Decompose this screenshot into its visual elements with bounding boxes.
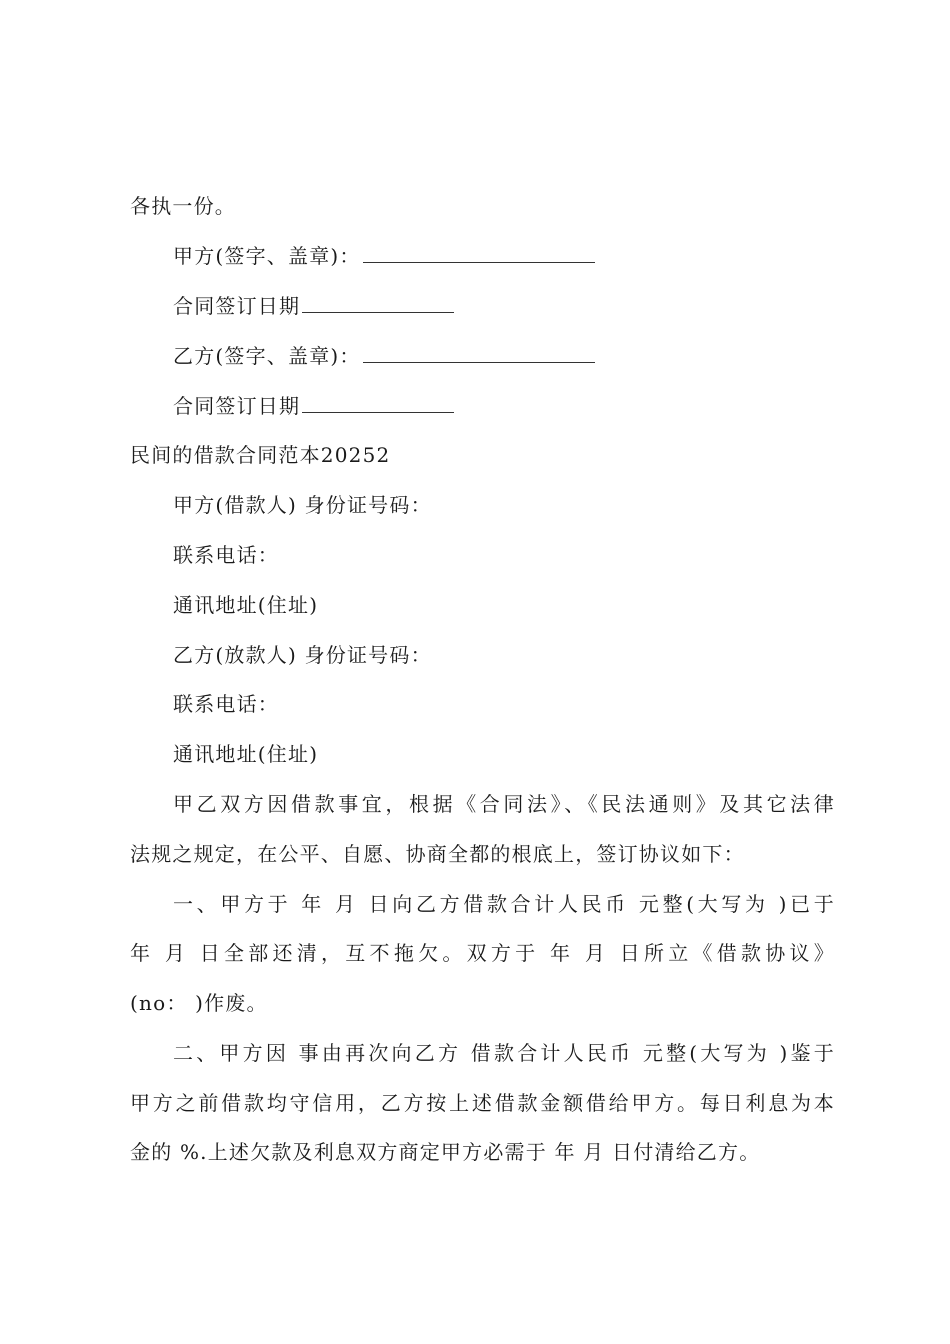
line-text: (no： )作废。 [130, 991, 268, 1015]
clause-1-line-3 [130, 989, 835, 1017]
line-text: 合同签订日期 [173, 394, 301, 418]
line-text: 乙方(签字、盖章)： [173, 344, 361, 368]
line-text: 乙方(放款人) 身份证号码： [173, 643, 432, 667]
line-text: 二、甲方因 事由再次向乙方 借款合计人民币 元整(大写为 )鉴于 [173, 1041, 835, 1065]
line-text: 各执一份。 [130, 194, 236, 218]
signature-blank [363, 242, 595, 263]
clause-2-line-3 [130, 1138, 835, 1166]
line-text: 通讯地址(住址) [173, 742, 319, 766]
line-text: 联系电话： [173, 692, 279, 716]
line-text: 通讯地址(住址) [173, 593, 319, 617]
preamble-line-2 [130, 840, 835, 868]
clause-2-line-2 [130, 1089, 835, 1117]
line-text: 甲方(借款人) 身份证号码： [173, 493, 432, 517]
clause-1-line-2 [130, 939, 835, 967]
party-b-id-line [173, 641, 835, 669]
line-text: 民间的借款合同范本20252 [130, 443, 391, 467]
line-text: 联系电话： [173, 543, 279, 567]
date-blank [302, 292, 454, 313]
line-text: 法规之规定，在公平、自愿、协商全都的根底上，签订协议如下： [130, 842, 745, 866]
date-blank [302, 392, 454, 413]
section-title [130, 441, 835, 469]
signing-date-line-a [173, 292, 835, 320]
signature-line-party-b [173, 342, 835, 370]
text-line-closing [130, 192, 835, 220]
signing-date-line-b [173, 392, 835, 420]
signature-line-party-a [173, 242, 835, 270]
party-b-address-line [173, 740, 835, 768]
party-b-phone-line [173, 690, 835, 718]
line-text: 甲乙双方因借款事宜，根据《合同法》、《民法通则》及其它法律 [173, 792, 835, 816]
line-text: 年 月 日全部还清，互不拖欠。双方于 年 月 日所立《借款协议》 [130, 941, 835, 965]
clause-2-line-1 [173, 1039, 835, 1067]
line-text: 金的 %.上述欠款及利息双方商定甲方必需于 年 月 日付清给乙方。 [130, 1140, 761, 1164]
clause-1-line-1 [173, 890, 835, 918]
party-a-address-line [173, 591, 835, 619]
party-a-id-line [173, 491, 835, 519]
preamble-line-1 [173, 790, 835, 818]
line-text: 甲方(签字、盖章)： [173, 244, 361, 268]
line-text: 甲方之前借款均守信用，乙方按上述借款金额借给甲方。每日利息为本 [130, 1091, 835, 1115]
line-text: 合同签订日期 [173, 294, 301, 318]
signature-blank [363, 342, 595, 363]
party-a-phone-line [173, 541, 835, 569]
line-text: 一、甲方于 年 月 日向乙方借款合计人民币 元整(大写为 )已于 [173, 892, 835, 916]
